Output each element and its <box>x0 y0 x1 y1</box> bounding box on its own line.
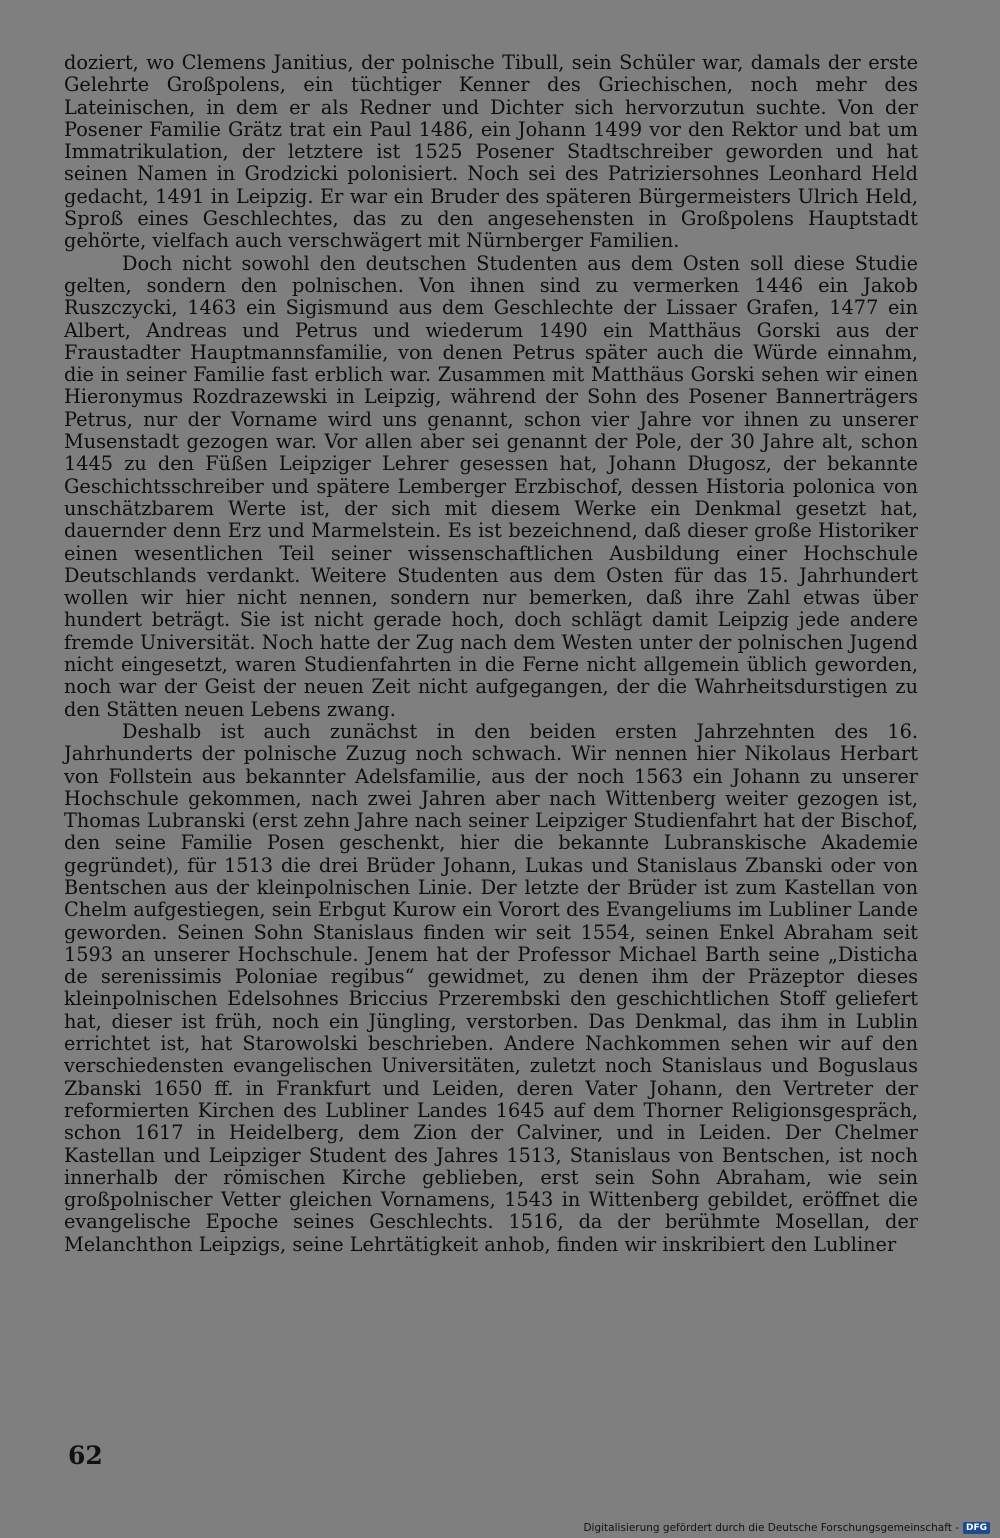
credit-text: Digitalisierung gefördert durch die Deutsche Forschungsgemeinschaft - <box>583 1522 959 1534</box>
page-body <box>64 52 918 1256</box>
paragraph: Deshalb ist auch zunächst in den beiden ersten Jahrzehnten des 16. Jahrhunderts der polnische Zuzug noch schwach. Wir nennen hier Nikolaus Herbart von Follstein aus bekannter Adelsfamilie, aus der noch 1563 ein Johann zu unserer Hochschule gekommen, nach zwei Jahren aber nach Wittenberg weiter gezogen ist, Thomas Lubranski (erst zehn Jahre nach seiner Leipziger Studienfahrt hat der Bischof, den seine Familie Posen geschenkt, hier die bekannte Lubranskische Akademie gegründet), für 1513 die drei Brüder Johann, Lukas und Stanislaus Zbanski oder von Bentschen aus der kleinpolnischen Linie. Der letzte der Brüder ist zum Kastellan von Chelm aufgestiegen, sein Erbgut Kurow ein Vorort des Evangeliums im Lubliner Lande geworden. Seinen Sohn Stanislaus finden wir seit 1554, seinen Enkel Abraham seit 1593 an unserer Hochschule. Jenem hat der Professor Michael Barth seine „Disticha de serenissimis Poloniae regibus“ gewidmet, zu denen ihm der Präzeptor dieses kleinpolnischen Edelsohnes Briccius Przerembski den geschichtlichen Stoff geliefert hat, dieser ist früh, noch ein Jüngling, verstorben. Das Denkmal, das ihm in Lublin errichtet ist, hat Starowolski beschrieben. Andere Nachkommen sehen wir auf den verschiedensten evangelischen Universitäten, zuletzt noch Stanislaus und Boguslaus Zbanski 1650 ff. in Frankfurt und Leiden, deren Vater Johann, den Vertreter der reformierten Kirchen des Lubliner Landes 1645 auf dem Thorner Religionsgespräch, schon 1617 in Heidelberg, dem Zion der Calviner, und in Leiden. Der Chelmer Kastellan und Leipziger Student des Jahres 1513, Stanislaus von Bentschen, ist noch innerhalb der römischen Kirche geblieben, erst sein Sohn Abraham, wie sein großpolnischer Vetter gleichen Vornamens, 1543 in Wittenberg gebildet, eröffnet die evangelische Epoche seines Geschlechts. 1516, da der berühmte Mosellan, der Melanchthon Leipzigs, seine Lehrtätigkeit anhob, finden wir inskribiert den Lubliner <box>64 719 918 1256</box>
dfg-logo: DFG <box>963 1522 990 1534</box>
paragraph: Doch nicht sowohl den deutschen Studenten aus dem Osten soll diese Studie gelten, sondern den polnischen. Von ihnen sind zu vermerken 1446 ein Jakob Ruszczycki, 1463 ein Sigismund aus dem Geschlechte der Lissaer Grafen, 1477 ein Albert, Andreas und Petrus und wiederum 1490 ein Matthäus Gorski aus der Fraustadter Hauptmannsfamilie, von denen Petrus später auch die Würde einnahm, die in seiner Familie fast erblich war. Zusammen mit Matthäus Gorski sehen wir einen Hieronymus Rozdrazewski in Leipzig, während der Sohn des Posener Bannerträgers Petrus, nur der Vorname wird uns genannt, schon vier Jahre vor ihnen zu unserer Musenstadt gezogen war. Vor allen aber sei genannt der Pole, der 30 Jahre alt, schon 1445 zu den Füßen Leipziger Lehrer gesessen hat, Johann Długosz, der bekannte Geschichtsschreiber und spätere Lemberger Erzbischof, dessen Historia polonica von unschätzbarem Werte ist, der sich mit diesem Werke ein Denkmal gesetzt hat, dauernder denn Erz und Marmelstein. Es ist bezeichnend, daß dieser große Historiker einen wesentlichen Teil seiner wissenschaftlichen Ausbildung einer Hochschule Deutschlands verdankt. Weitere Studenten aus dem Osten für das 15. Jahrhundert wollen wir hier nicht nennen, sondern nur bemerken, daß ihre Zahl etwas über hundert beträgt. Sie ist nicht gerade hoch, doch schlägt damit Leipzig jede andere fremde Universität. Noch hatte der Zug nach dem Westen unter der polnischen Jugend nicht eingesetzt, waren Studienfahrten in die Ferne nicht allgemein üblich geworden, noch war der Geist der neuen Zeit nicht aufgegangen, der die Wahrheitsdurstigen zu den Stätten neuen Lebens zwang. <box>64 251 918 721</box>
page-number: 62 <box>68 1441 103 1470</box>
paragraph: doziert, wo Clemens Janitius, der polnische Tibull, sein Schüler war, damals der erste Gelehrte Großpolens, ein tüchtiger Kenner des Griechischen, noch mehr des Lateinischen, in dem er als Redner und Dichter sich hervorzutun suchte. Von der Posener Familie Grätz trat ein Paul 1486, ein Johann 1499 vor den Rektor und bat um Immatrikulation, der letztere ist 1525 Posener Stadtschreiber geworden und hat seinen Namen in Grodzicki polonisiert. Noch sei des Patriziersohnes Leonhard Held gedacht, 1491 in Leipzig. Er war ein Bruder des späteren Bürgermeisters Ulrich Held, Sproß eines Geschlechtes, das zu den angesehensten in Großpolens Hauptstadt gehörte, vielfach auch verschwägert mit Nürnberger Familien. <box>64 51 918 253</box>
digitization-credit <box>583 1522 990 1534</box>
